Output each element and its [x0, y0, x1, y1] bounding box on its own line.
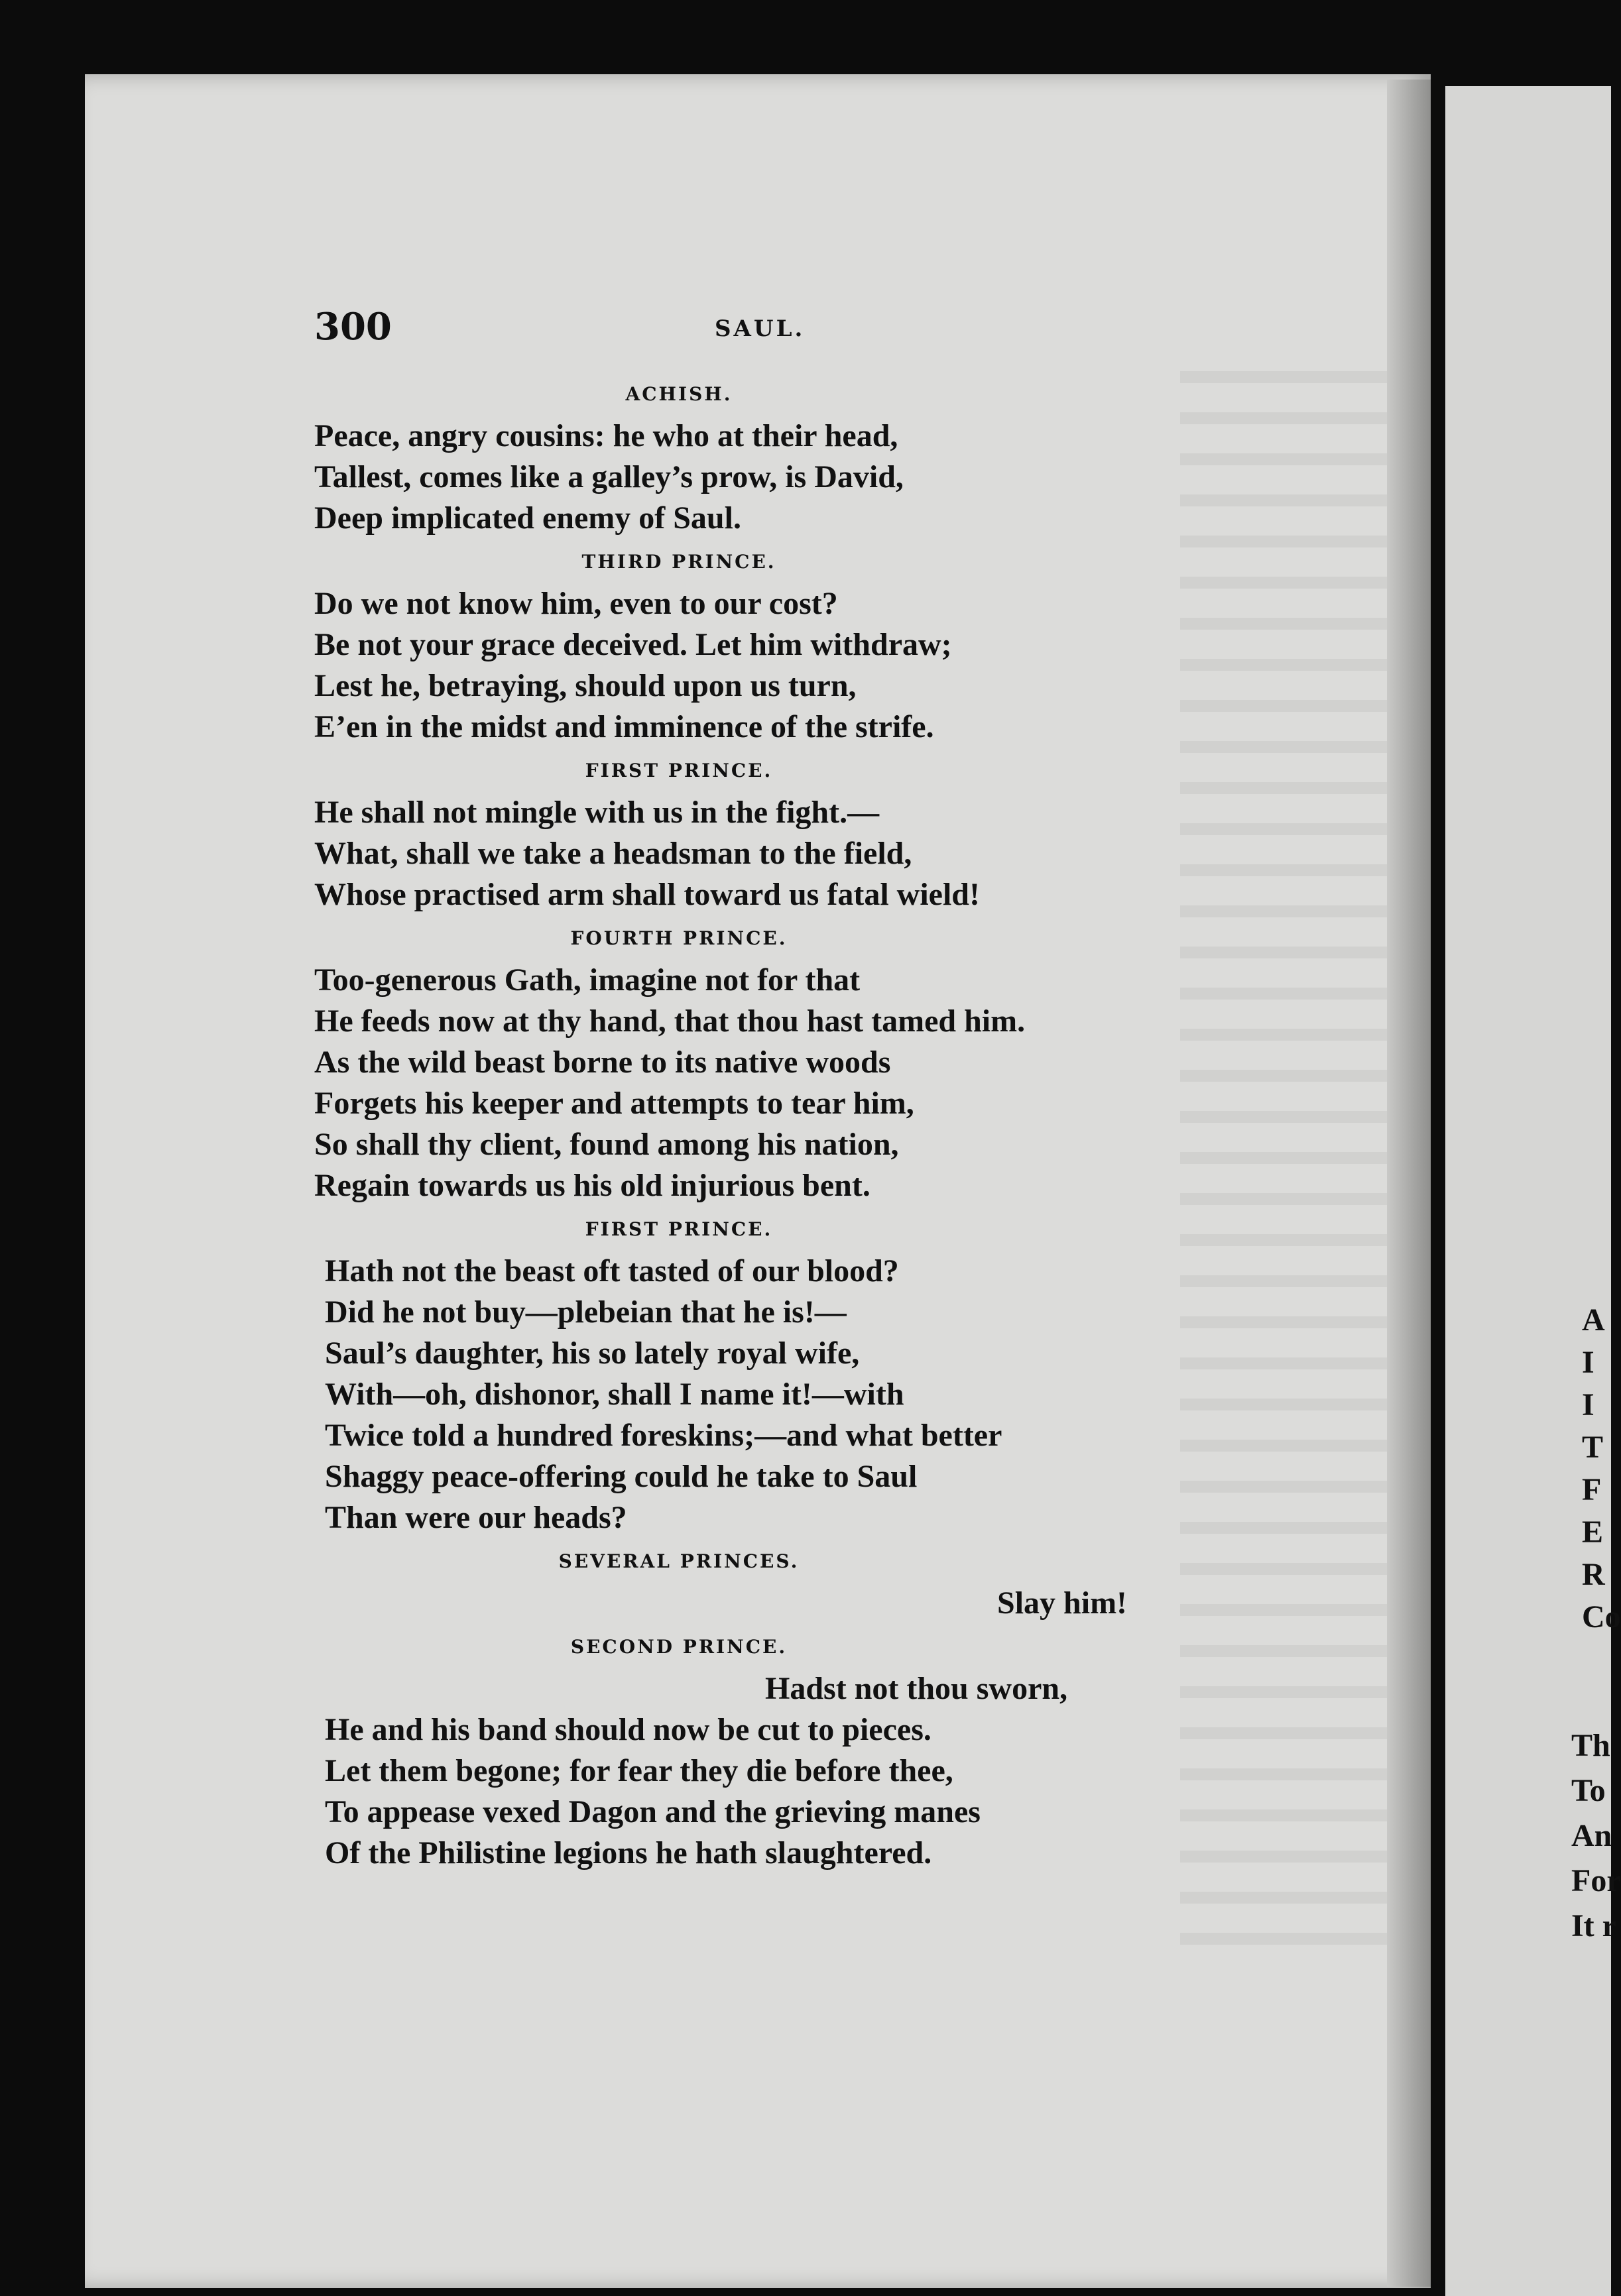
page-number: 300 — [314, 305, 392, 349]
verse-line: What, shall we take a headsman to the field, — [314, 836, 912, 871]
verse-line: He feeds now at thy hand, that thou hast tamed him. — [314, 1004, 1026, 1039]
verse-line: Shaggy peace-offering could he take to Saul — [325, 1459, 918, 1494]
verse-line: Regain towards us his old injurious bent. — [314, 1168, 871, 1203]
verse-line: Peace, angry cousins: he who at their head, — [314, 418, 898, 453]
speaker-label: FIRST PRINCE. — [585, 1218, 773, 1240]
verse-fragment: Hadst not thou sworn, — [765, 1671, 1068, 1706]
page-spine-shadow — [1387, 80, 1431, 2287]
verse-line: Twice told a hundred foreskins;—and what better — [325, 1418, 1002, 1453]
adjacent-page — [1445, 86, 1611, 2296]
verse-line: Hath not the beast oft tasted of our blood? — [325, 1253, 899, 1289]
adjacent-page-text — [1582, 1299, 1621, 1638]
verse-line: Deep implicated enemy of Saul. — [314, 500, 741, 536]
verse-line: As the wild beast borne to its native woods — [314, 1045, 891, 1080]
verse-fragment: Slay him! — [997, 1585, 1128, 1621]
adjacent-fragment: R — [1582, 1557, 1605, 1592]
adjacent-fragment: To — [1571, 1773, 1606, 1808]
adjacent-page-text — [1571, 1723, 1621, 1949]
verse-line: Do we not know him, even to our cost? — [314, 586, 838, 621]
adjacent-fragment: For — [1571, 1863, 1621, 1898]
adjacent-fragment: F — [1582, 1472, 1602, 1507]
verse-line: Whose practised arm shall toward us fatal wield! — [314, 877, 980, 912]
verse-line: He and his band should now be cut to pieces. — [325, 1712, 931, 1747]
verse-line: E’en in the midst and imminence of the strife. — [314, 709, 934, 744]
adjacent-fragment: T — [1582, 1430, 1604, 1465]
speaker-label: THIRD PRINCE. — [581, 551, 776, 573]
adjacent-fragment: It r — [1571, 1908, 1616, 1943]
verse-line: Tallest, comes like a galley’s prow, is David, — [314, 459, 904, 494]
poem-body — [314, 371, 1375, 1874]
verse-line: Lest he, betraying, should upon us turn, — [314, 668, 857, 703]
adjacent-fragment: Co — [1582, 1599, 1621, 1635]
speaker-label: ACHISH. — [625, 383, 733, 405]
page-header — [314, 305, 1110, 358]
speaker-label: SEVERAL PRINCES. — [558, 1550, 800, 1572]
verse-line: Be not your grace deceived. Let him withdraw; — [314, 627, 952, 662]
speaker-label: SECOND PRINCE. — [570, 1636, 788, 1658]
verse-line: Let them begone; for fear they die before thee, — [325, 1753, 953, 1788]
adjacent-fragment: I — [1582, 1345, 1594, 1380]
adjacent-fragment: I — [1582, 1387, 1594, 1422]
verse-line: Saul’s daughter, his so lately royal wife, — [325, 1336, 860, 1371]
adjacent-fragment: Th — [1571, 1728, 1610, 1763]
speaker-label: FOURTH PRINCE. — [570, 927, 788, 949]
verse-line: So shall thy client, found among his nation, — [314, 1127, 899, 1162]
running-title: SAUL. — [715, 316, 806, 342]
adjacent-fragment: A — [1582, 1302, 1605, 1338]
adjacent-fragment: An — [1571, 1818, 1612, 1853]
verse-line: He shall not mingle with us in the fight.— — [314, 795, 880, 830]
verse-line: With—oh, dishonor, shall I name it!—with — [325, 1377, 904, 1412]
speaker-label: FIRST PRINCE. — [585, 760, 773, 781]
verse-line: Of the Philistine legions he hath slaughtered. — [325, 1835, 932, 1870]
verse-line: Too-generous Gath, imagine not for that — [314, 962, 861, 998]
verse-line: Did he not buy—plebeian that he is!— — [325, 1294, 847, 1330]
verse-line: Forgets his keeper and attempts to tear him, — [314, 1086, 914, 1121]
verse-line: To appease vexed Dagon and the grieving manes — [325, 1794, 981, 1829]
verse-line: Than were our heads? — [325, 1500, 627, 1535]
adjacent-fragment: E — [1582, 1515, 1604, 1550]
